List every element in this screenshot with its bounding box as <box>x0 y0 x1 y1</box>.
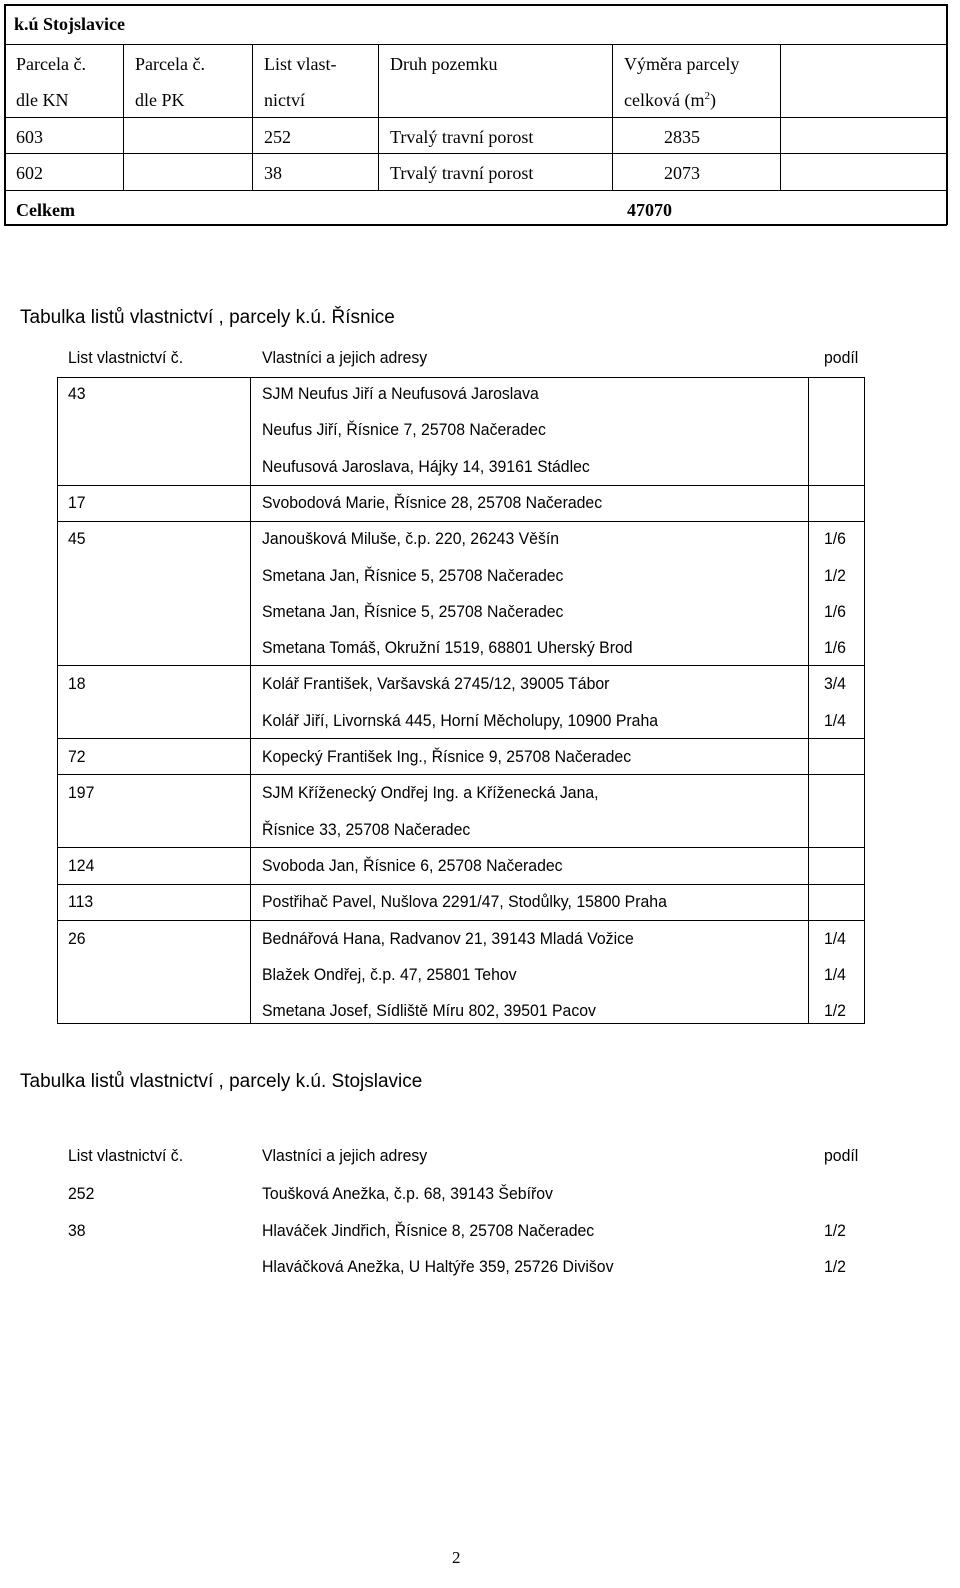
table-row-druh: Trvalý travní porost <box>390 127 534 147</box>
owner-line-share: 1/4 <box>824 710 846 730</box>
owner-line-name: Řísnice 33, 25708 Načeradec <box>262 819 471 839</box>
owner-line-share: 1/2 <box>824 1220 846 1240</box>
owner-line-lv: 18 <box>68 674 86 694</box>
owner-line-name: Postřihač Pavel, Nušlova 2291/47, Stodůlky, 15800 Praha <box>262 892 667 912</box>
header-druh-pozemku: Druh pozemku <box>390 54 498 74</box>
header-parcela-kn-2: dle KN <box>16 90 69 110</box>
table-row-lv: 252 <box>264 127 291 147</box>
owner-line-name: Kolář František, Varšavská 2745/12, 39005 Tábor <box>262 674 610 694</box>
owner-line-lv: 43 <box>68 384 86 403</box>
owner-line-name: Smetana Jan, Řísnice 5, 25708 Načeradec <box>262 601 564 621</box>
owner-line-lv: 38 <box>68 1220 86 1240</box>
owner-line-name: Svobodová Marie, Řísnice 28, 25708 Načeradec <box>262 492 603 512</box>
owner-line-name: Blažek Ondřej, č.p. 47, 25801 Tehov <box>262 964 517 984</box>
total-label: Celkem <box>16 200 75 220</box>
owner-line-name: Toušková Anežka, č.p. 68, 39143 Šebířov <box>262 1184 553 1203</box>
header-vlastnici: Vlastníci a jejich adresy <box>262 1146 428 1165</box>
total-value: 47070 <box>627 200 672 220</box>
owner-line-lv: 45 <box>68 529 86 549</box>
table-row-vymera: 2835 <box>664 127 700 147</box>
owner-line-name: SJM Kříženecký Ondřej Ing. a Kříženecká Jana, <box>262 783 599 803</box>
owner-line-lv: 113 <box>68 892 94 912</box>
owner-line-share: 1/6 <box>824 601 846 621</box>
owner-line-lv: 26 <box>68 928 86 948</box>
header-vymera-1: Výměra parcely <box>624 54 740 74</box>
header-vlastnici: Vlastníci a jejich adresy <box>262 348 428 367</box>
table-row-kn: 602 <box>16 163 43 183</box>
owner-line-name: Smetana Josef, Sídliště Míru 802, 39501 Pacov <box>262 1001 596 1021</box>
header-list-vlastnictvi-1: List vlast- <box>264 54 337 74</box>
owner-line-name: Kolář Jiří, Livornská 445, Horní Měcholupy, 10900 Praha <box>262 710 659 730</box>
owner-line-name: Smetana Jan, Řísnice 5, 25708 Načeradec <box>262 565 564 585</box>
owner-line-share: 3/4 <box>824 674 846 694</box>
owner-line-lv: 124 <box>68 855 95 875</box>
header-parcela-kn-1: Parcela č. <box>16 54 86 74</box>
header-list-vlastnictvi: List vlastnictví č. <box>68 1146 184 1165</box>
owner-line-name: Bednářová Hana, Radvanov 21, 39143 Mladá Vožice <box>262 928 634 948</box>
owner-line-share: 1/6 <box>824 638 846 658</box>
owner-line-name: Neufus Jiří, Řísnice 7, 25708 Načeradec <box>262 420 546 440</box>
header-vymera-2: celková $(m^2)$ <box>624 90 716 110</box>
stojslavice-heading: Tabulka listů vlastnictví , parcely k.ú. Stojslavice <box>20 1071 423 1092</box>
owner-line-name: Neufusová Jaroslava, Hájky 14, 39161 Stádlec <box>262 456 590 476</box>
owner-line-name: SJM Neufus Jiří a Neufusová Jaroslava <box>262 384 539 403</box>
owner-line-lv: 72 <box>68 747 86 766</box>
owner-line-share: 1/6 <box>824 529 846 549</box>
owner-line-lv: 252 <box>68 1184 95 1203</box>
owner-line-share: 1/2 <box>824 1001 846 1021</box>
owner-line-lv: 197 <box>68 783 95 803</box>
header-parcela-pk-1: Parcela č. <box>135 54 205 74</box>
owner-line-lv: 17 <box>68 492 86 512</box>
owner-line-share: 1/4 <box>824 964 846 984</box>
table-row-druh: Trvalý travní porost <box>390 163 534 183</box>
header-podil: podíl <box>824 1146 859 1165</box>
table-row-kn: 603 <box>16 127 43 147</box>
page-number: 2 <box>452 1548 461 1567</box>
owner-line-share: 1/2 <box>824 1257 846 1276</box>
owner-line-name: Hlaváček Jindřich, Řísnice 8, 25708 Načeradec <box>262 1220 595 1240</box>
header-list-vlastnictvi: List vlastnictví č. <box>68 348 184 367</box>
owner-line-name: Svoboda Jan, Řísnice 6, 25708 Načeradec <box>262 855 563 875</box>
owner-line-name: Janoušková Miluše, č.p. 220, 26243 Věšín <box>262 529 560 549</box>
owner-line-share: 1/2 <box>824 565 846 585</box>
owner-line-name: Hlaváčková Anežka, U Haltýře 359, 25726 Divišov <box>262 1257 614 1276</box>
header-podil: podíl <box>824 348 859 367</box>
table-row-lv: 38 <box>264 163 282 183</box>
parcel-table-title: k.ú Stojslavice <box>14 14 126 34</box>
parcel-table <box>0 0 960 240</box>
header-list-vlastnictvi-2: nictví <box>264 90 305 110</box>
risnice-heading: Tabulka listů vlastnictví , parcely k.ú. Řísnice <box>20 307 395 328</box>
header-parcela-pk-2: dle PK <box>135 90 185 110</box>
owner-line-share: 1/4 <box>824 928 846 948</box>
owner-line-name: Smetana Tomáš, Okružní 1519, 68801 Uherský Brod <box>262 638 633 658</box>
owner-line-name: Kopecký František Ing., Řísnice 9, 25708 Načeradec <box>262 747 632 766</box>
table-row-vymera: 2073 <box>664 163 700 183</box>
